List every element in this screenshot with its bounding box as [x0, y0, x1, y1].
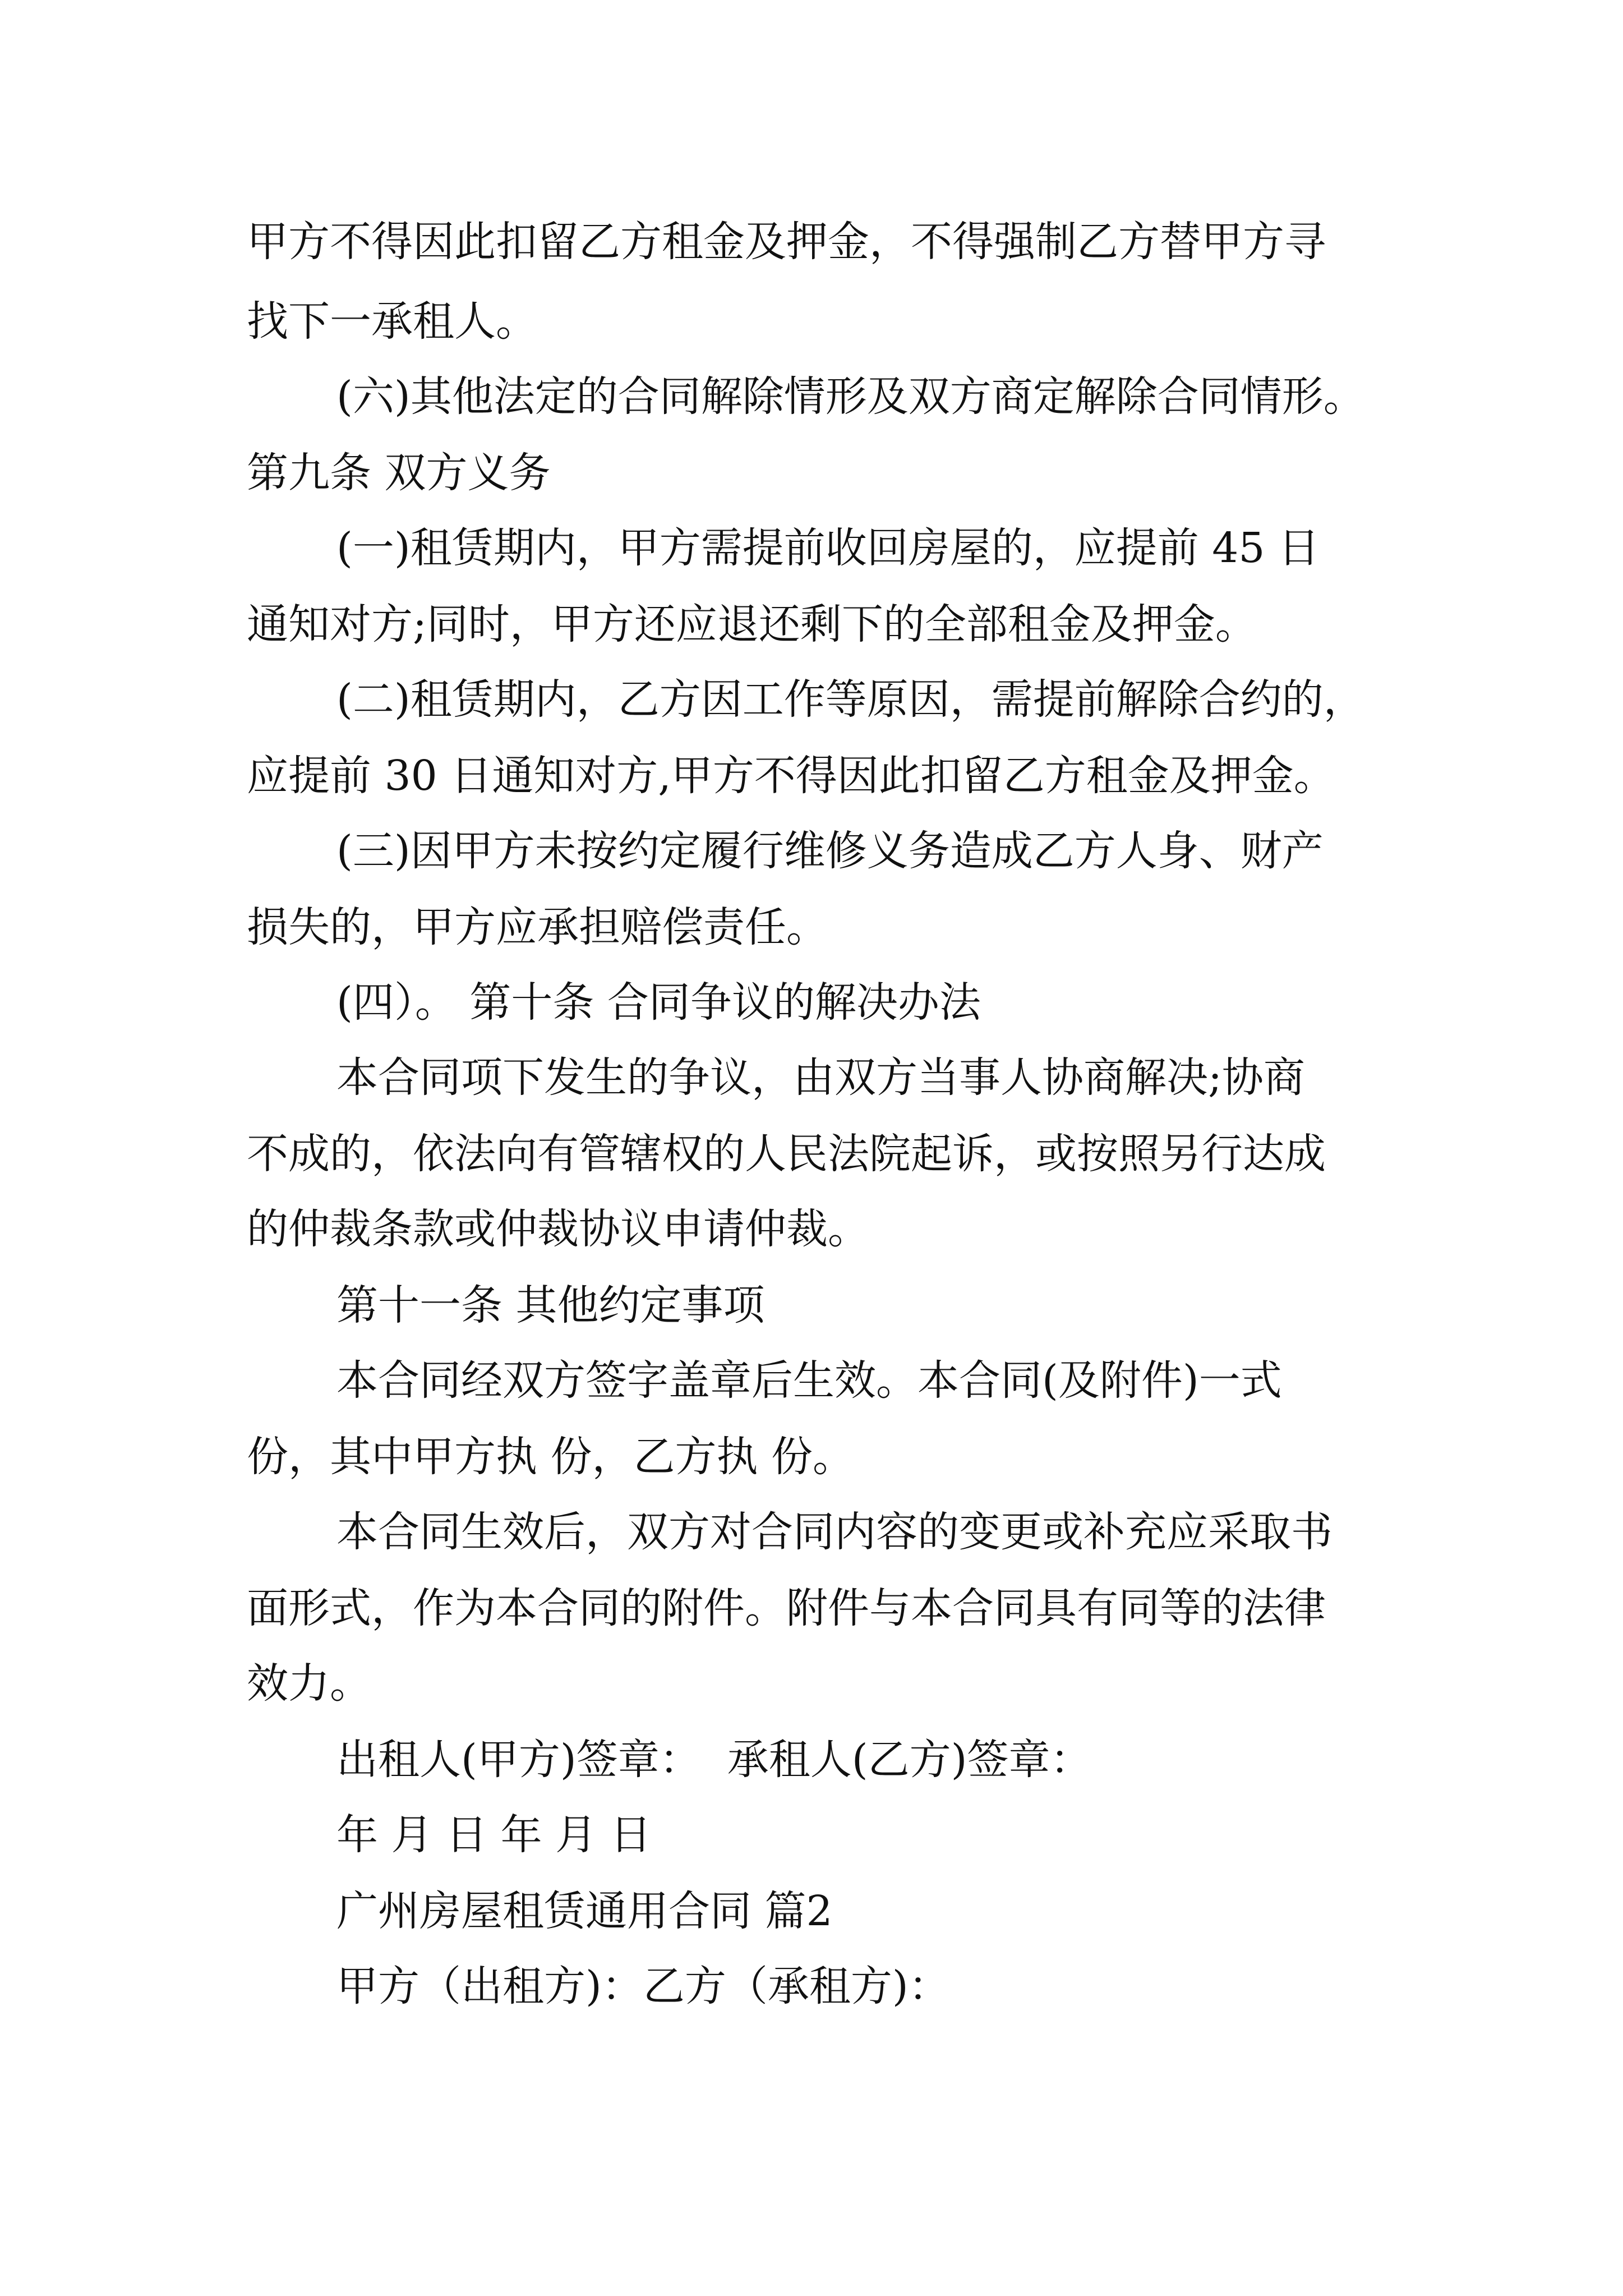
text-line: 的仲裁条款或仲裁协议申请仲裁。 — [247, 1205, 869, 1253]
document-title: 广州房屋租赁通用合同 篇2 — [336, 1887, 833, 1935]
date-line: 年 月 日 年 月 日 — [336, 1811, 652, 1859]
text-line: 不成的，依法向有管辖权的人民法院起诉，或按照另行达成 — [247, 1130, 1326, 1178]
text-line: (三)因甲方未按约定履行维修义务造成乙方人身、财产 — [336, 827, 1324, 875]
text-line: 找下一承租人。 — [247, 297, 537, 346]
text-line: 本合同经双方签字盖章后生效。本合同(及附件)一式 — [336, 1356, 1282, 1405]
text-line: (四）。 第十条 合同争议的解决办法 — [336, 978, 981, 1027]
text-line: 甲方不得因此扣留乙方租金及押金，不得强制乙方替甲方寻 — [247, 218, 1326, 266]
text-line: 份，其中甲方执 份，乙方执 份。 — [247, 1433, 855, 1481]
text-line: (六)其他法定的合同解除情形及双方商定解除合同情形。 — [336, 372, 1365, 421]
text-line: 效力。 — [247, 1659, 371, 1708]
signature-line: 出租人(甲方)签章： 承租人(乙方)签章： — [336, 1736, 1092, 1784]
section-heading: 第九条 双方义务 — [247, 449, 551, 497]
text-line: 损失的，甲方应承担赔偿责任。 — [247, 903, 828, 951]
section-heading: 第十一条 其他约定事项 — [336, 1281, 765, 1329]
text-line: (一)租赁期内，甲方需提前收回房屋的，应提前 45 日 — [336, 524, 1320, 572]
text-line: (二)租赁期内，乙方因工作等原因，需提前解除合约的， — [336, 675, 1365, 724]
text-line: 本合同项下发生的争议，由双方当事人协商解决;协商 — [336, 1053, 1305, 1102]
text-line: 应提前 30 日通知对方,甲方不得因此扣留乙方租金及押金。 — [247, 752, 1335, 800]
text-line: 本合同生效后，双方对合同内容的变更或补充应采取书 — [336, 1508, 1332, 1556]
text-line: 面形式，作为本合同的附件。附件与本合同具有同等的法律 — [247, 1584, 1326, 1632]
text-line: 通知对方;同时，甲方还应退还剩下的全部租金及押金。 — [247, 600, 1257, 648]
party-line: 甲方（出租方)：乙方（承租方)： — [336, 1962, 950, 2010]
